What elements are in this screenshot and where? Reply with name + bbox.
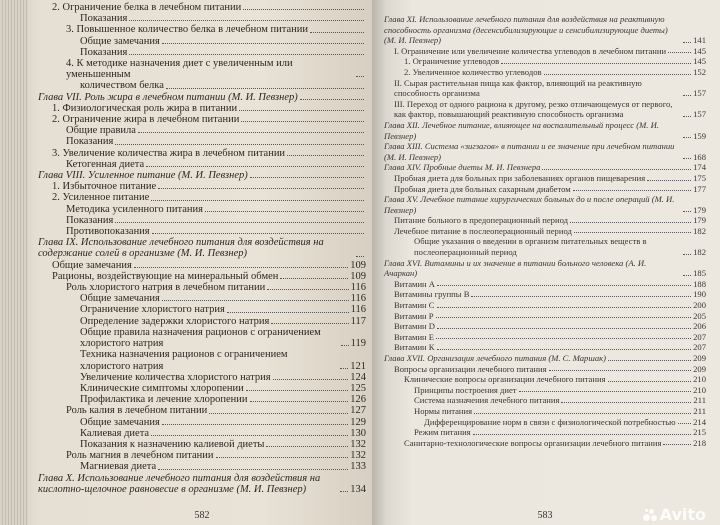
entry-page-number: 182 <box>693 225 706 236</box>
entry-page-number: 109 <box>350 270 366 282</box>
toc-entry <box>384 438 706 449</box>
entry-page-number: 210 <box>693 374 706 385</box>
leader-dots <box>287 148 364 156</box>
entry-page-number: 116 <box>350 282 366 294</box>
leader-dots <box>683 258 691 276</box>
entry-page-number: 214 <box>693 416 706 427</box>
entry-title: 2. Ограничение белка в лечебном питании <box>52 2 242 13</box>
toc-entry <box>384 236 706 257</box>
entry-title: Глава XVII. Организация лечебного питания (М. С. Маршак) <box>384 353 607 363</box>
leader-dots <box>162 417 348 425</box>
entry-title: Методика усиленного питания <box>66 203 203 215</box>
entry-title: 4. К методике назначения диет с увеличенным или уменьшенным <box>66 58 293 81</box>
toc-entry <box>384 406 706 417</box>
toc-chapter-entry <box>384 258 706 279</box>
entry-title: Клинические симптомы хлоропении <box>80 382 244 394</box>
leader-dots <box>115 136 364 144</box>
toc-entry <box>384 374 706 385</box>
entry-title: Роль калия в лечебном питании <box>66 405 208 417</box>
toc-entry <box>384 395 706 406</box>
leader-dots <box>158 181 364 189</box>
entry-title: Определение задержки хлористого натрия <box>80 315 270 327</box>
entry-title: Ограничение хлористого натрия <box>80 304 225 316</box>
entry-page-number: 209 <box>693 363 706 374</box>
toc-entry <box>384 342 706 353</box>
entry-title: Витамин А <box>394 278 435 289</box>
entry-page-number: 182 <box>693 247 706 258</box>
toc-entry <box>384 332 706 343</box>
entry-title: I. Ограничение или увеличение количества углеводов в лечебном питании <box>394 45 667 56</box>
toc-entry <box>384 99 706 120</box>
entry-title: Общие замечания <box>80 35 160 47</box>
toc-entry <box>38 36 366 47</box>
toc-chapter-entry <box>38 170 366 181</box>
entry-title: 3. Увеличение количества жира в лечебном питании <box>52 147 286 159</box>
entry-page-number: 179 <box>693 204 706 215</box>
toc-entry <box>384 184 706 195</box>
toc-chapter-entry <box>384 141 706 162</box>
toc-entry <box>38 2 366 13</box>
leader-dots <box>544 67 692 75</box>
toc-entry <box>384 321 706 332</box>
toc-entry <box>38 58 366 80</box>
entry-page-number: 132 <box>350 438 366 450</box>
toc-chapter-entry <box>38 473 366 495</box>
entry-title: Калиевая диета <box>80 427 150 439</box>
entry-page-number: 207 <box>693 331 706 342</box>
toc-entry <box>38 13 366 24</box>
entry-title: Увеличение количества хлористого натрия <box>80 371 271 383</box>
leader-dots <box>151 428 348 436</box>
leader-dots <box>608 374 692 382</box>
toc-entry <box>384 56 706 67</box>
left-page-footer <box>38 505 366 525</box>
leader-dots <box>678 417 692 425</box>
entry-page-number: 152 <box>693 66 706 77</box>
entry-page-number: 133 <box>350 461 366 473</box>
leader-dots <box>250 394 349 402</box>
leader-dots <box>436 311 692 319</box>
leader-dots <box>683 78 691 96</box>
entry-page-number: 124 <box>350 371 366 383</box>
entry-page-number: 211 <box>693 405 706 416</box>
right-page-footer <box>384 505 706 525</box>
toc-entry <box>384 226 706 237</box>
toc-entry <box>38 148 366 159</box>
avito-watermark <box>643 505 706 525</box>
leader-dots <box>115 215 364 223</box>
toc-entry <box>384 215 706 226</box>
entry-title: III. Переход от одного рациона к другому, резко отличающемуся от первого, как фактор, повышающий реактивную способность организма <box>394 98 673 120</box>
leader-dots <box>663 438 691 446</box>
entry-page-number: 168 <box>693 151 706 162</box>
entry-page-number: 157 <box>693 88 706 99</box>
toc-entry <box>384 289 706 300</box>
toc-entry <box>38 439 366 450</box>
leader-dots <box>683 194 691 212</box>
toc-chapter-entry <box>384 353 706 364</box>
leader-dots <box>267 282 348 290</box>
leader-dots <box>437 342 692 350</box>
toc-entry <box>38 271 366 282</box>
entry-title: 1. Избыточное питание <box>52 181 157 193</box>
toc-chapter-entry <box>384 162 706 173</box>
entry-title: Глава XV. Лечебное питание хирургических больных до и после операций (М. И. Певзнер) <box>384 194 675 215</box>
entry-title: Профилактика и лечение хлоропении <box>80 394 248 406</box>
toc-left <box>38 2 366 495</box>
entry-title: Общие замечания <box>80 416 160 428</box>
entry-title: 2. Ограничение жира в лечебном питании <box>52 114 240 126</box>
entry-page-number: 177 <box>693 183 706 194</box>
entry-page-number: 121 <box>350 360 366 372</box>
entry-page-number: 206 <box>693 321 706 332</box>
toc-entry <box>38 159 366 170</box>
entry-page-number: 141 <box>693 35 706 46</box>
entry-title: Глава XII. Лечебное питание, влияющее на воспалительный процесс (М. И. Певзнер) <box>384 119 659 141</box>
leader-dots <box>162 293 349 301</box>
entry-title: Показания <box>66 214 114 226</box>
entry-title: Техника назначения рационов с ограничением хлористого натрия <box>80 349 288 372</box>
entry-page-number: 116 <box>350 304 366 316</box>
leader-dots <box>683 141 691 159</box>
toc-entry <box>38 215 366 226</box>
entry-page-number: 210 <box>693 384 706 395</box>
toc-entry <box>38 327 366 349</box>
entry-page-number: 207 <box>693 342 706 353</box>
toc-entry <box>38 260 366 271</box>
leader-dots <box>573 184 691 192</box>
entry-page-number: 116 <box>350 293 366 305</box>
leader-dots <box>570 215 691 223</box>
leader-dots <box>437 279 691 287</box>
leader-dots <box>356 58 364 77</box>
entry-title: Витамин С <box>394 300 435 311</box>
toc-entry <box>384 385 706 396</box>
toc-entry <box>38 204 366 215</box>
leader-dots <box>683 99 691 117</box>
entry-title: Общие правила назначения рационов с ограничением хлористого натрия <box>80 326 321 350</box>
leader-dots <box>166 80 364 88</box>
entry-title: Роль хлористого натрия в лечебном питании <box>66 282 266 294</box>
leader-dots <box>246 383 349 391</box>
leader-dots <box>271 316 348 324</box>
toc-chapter-entry <box>384 194 706 215</box>
leader-dots <box>683 14 691 43</box>
toc-entry <box>384 417 706 428</box>
toc-entry <box>38 450 366 461</box>
leader-dots <box>227 304 349 312</box>
entry-page-number: 145 <box>693 56 706 67</box>
toc-entry <box>38 24 366 35</box>
entry-page-number: 127 <box>350 405 366 417</box>
toc-entry <box>38 192 366 203</box>
entry-title: Дифференцирование норм в связи с физиологической потребностью <box>424 416 676 427</box>
toc-entry <box>38 304 366 315</box>
entry-title: Глава XI. Использование лечебного питания для воздействия на реактивную способность организма (десенсибилизирующие и сенсибилизирующие диеты) (М. И. Певзнер) <box>384 14 668 46</box>
leader-dots <box>501 56 691 64</box>
leader-dots <box>129 47 364 55</box>
entry-title: 1. Физиологическая роль жира в питании <box>52 102 238 114</box>
leader-dots <box>340 349 348 368</box>
leader-dots <box>437 321 691 329</box>
entry-page-number: 209 <box>693 353 706 363</box>
entry-title: Общие указания о введении в организм питательных веществ в послеоперационный период <box>414 236 647 258</box>
leader-dots <box>239 103 364 111</box>
entry-page-number: 134 <box>350 483 366 495</box>
toc-entry <box>384 78 706 99</box>
entry-title: Санитарно-технологические вопросы организации лечебного питания <box>404 437 662 448</box>
toc-chapter-entry <box>38 92 366 103</box>
toc-entry <box>38 349 366 371</box>
entry-title: Витамин D <box>394 321 435 332</box>
entry-title: Витамин Е <box>394 331 435 342</box>
entry-title: Противопоказания <box>66 226 150 238</box>
entry-title: Клинические вопросы организации лечебного питания <box>404 374 606 385</box>
page-number-left: 582 <box>194 509 210 521</box>
toc-entry <box>384 300 706 311</box>
leader-dots <box>574 226 691 234</box>
leader-dots <box>474 406 691 414</box>
entry-page-number: 159 <box>693 130 706 141</box>
leader-dots <box>162 36 364 44</box>
toc-entry <box>38 372 366 383</box>
entry-title: Витамин К <box>394 342 435 353</box>
entry-page-number: 174 <box>693 162 706 173</box>
entry-title: Показания <box>80 46 128 58</box>
toc-entry <box>38 293 366 304</box>
entry-title: Глава VIII. Усиленное питание (М. И. Певзнер) <box>38 170 248 182</box>
entry-page-number: 126 <box>350 394 366 406</box>
leader-dots <box>266 439 348 447</box>
leader-dots <box>436 332 691 340</box>
toc-entry <box>384 279 706 290</box>
leader-dots <box>473 427 691 435</box>
entry-title: Глава XIV. Пробные диеты М. И. Певзнера <box>384 162 541 173</box>
toc-entry <box>38 428 366 439</box>
entry-title: Нормы питания <box>414 405 473 416</box>
toc-entry <box>38 47 366 58</box>
entry-page-number: 132 <box>350 450 366 462</box>
entry-page-number: 200 <box>693 300 706 311</box>
toc-entry <box>38 461 366 472</box>
entry-title: 1. Ограничение углеводов <box>404 56 500 67</box>
toc-entry <box>38 417 366 428</box>
entry-title: Питание больного в предоперационный период <box>394 215 568 226</box>
entry-title: Режим питания <box>414 427 471 438</box>
entry-title: Пробная диета для больных сахарным диабетом <box>394 183 571 194</box>
entry-page-number: 129 <box>350 416 366 428</box>
page-edges <box>0 0 28 525</box>
leader-dots <box>561 395 691 403</box>
entry-page-number: 211 <box>693 395 706 406</box>
toc-entry <box>38 226 366 237</box>
entry-title: Глава XVI. Витамины и их значение в питании больного человека (А. И. Ачаркан) <box>384 257 647 279</box>
entry-title: Глава X. Использование лечебного питания для воздействия на кислотно-щелочное равновесие в организме (М. И. Певзнер) <box>38 472 321 495</box>
entry-page-number: 130 <box>350 427 366 439</box>
entry-title: II. Сырая растительная пища как фактор, влияющий на реактивную способность организма <box>394 77 642 99</box>
toc-entry <box>384 427 706 438</box>
entry-title: Витамин Р <box>394 310 434 321</box>
leader-dots <box>273 372 349 380</box>
toc-entry <box>38 383 366 394</box>
entry-title: Глава XIII. Система «зигзагов» в питании и ее значение при лечебном питании (М. И. Певзнер) <box>384 141 675 162</box>
leader-dots <box>146 159 364 167</box>
leader-dots <box>340 473 348 492</box>
leader-dots <box>216 450 349 458</box>
entry-title: 2. Увеличенное количество углеводов <box>404 66 542 77</box>
entry-title: Общие правила <box>66 125 136 137</box>
entry-title: Глава IX. Использование лечебного питания для воздействия на содержание солей в организме (М. И. Певзнер) <box>38 237 324 260</box>
right-page <box>372 0 720 525</box>
entry-page-number: 175 <box>693 172 706 183</box>
entry-page-number: 109 <box>350 259 366 271</box>
toc-entry <box>38 136 366 147</box>
entry-title: Общие замечания <box>52 259 132 271</box>
leader-dots <box>134 260 348 268</box>
leader-dots <box>205 204 364 212</box>
leader-dots <box>129 13 364 21</box>
toc-entry <box>38 125 366 136</box>
entry-page-number: 218 <box>693 437 706 448</box>
entry-page-number: 190 <box>693 289 706 300</box>
toc-entry <box>384 311 706 322</box>
leader-dots <box>549 364 692 372</box>
entry-title: Показания к назначению калиевой диеты <box>80 438 265 450</box>
toc-right <box>384 14 706 448</box>
entry-page-number: 125 <box>350 382 366 394</box>
toc-entry <box>38 80 366 91</box>
entry-title: Глава VII. Роль жира в лечебном питании (М. И. Певзнер) <box>38 91 298 103</box>
entry-page-number: 185 <box>693 268 706 279</box>
leader-dots <box>280 271 348 279</box>
leader-dots <box>608 353 691 361</box>
leader-dots <box>241 114 364 122</box>
toc-entry <box>384 67 706 78</box>
toc-entry <box>38 114 366 125</box>
entry-title: Принципы построения диет <box>414 384 517 395</box>
leader-dots <box>250 170 364 178</box>
watermark-text: Avito <box>659 505 706 524</box>
leader-dots <box>437 300 692 308</box>
entry-title: количеством белка <box>80 80 164 92</box>
entry-page-number: 117 <box>350 315 366 327</box>
leader-dots <box>158 461 348 469</box>
leader-dots <box>138 125 364 133</box>
page-number-right: 583 <box>537 509 553 521</box>
entry-title: Кетогенная диета <box>66 158 145 170</box>
entry-title: Общие замечания <box>80 293 160 305</box>
entry-title: Лечебное питание в послеоперационный период <box>394 225 572 236</box>
leader-dots <box>519 385 692 393</box>
leader-dots <box>683 236 691 254</box>
leader-dots <box>356 237 364 256</box>
entry-title: Витамины группы В <box>394 289 470 300</box>
entry-title: Магниевая диета <box>80 461 157 473</box>
leader-dots <box>151 192 364 200</box>
toc-entry <box>38 282 366 293</box>
leader-dots <box>341 327 349 346</box>
entry-title: 2. Усиленное питание <box>52 192 150 204</box>
entry-title: Пробная диета для больных при заболеваниях органов пищеварения <box>394 172 646 183</box>
leader-dots <box>668 46 691 54</box>
toc-entry <box>384 173 706 184</box>
toc-entry <box>38 103 366 114</box>
leader-dots <box>647 173 691 181</box>
entry-title: Система назначения лечебного питания <box>414 395 560 406</box>
toc-entry <box>38 316 366 327</box>
entry-page-number: 215 <box>693 427 706 438</box>
entry-page-number: 188 <box>693 278 706 289</box>
toc-entry <box>384 364 706 375</box>
toc-entry <box>38 405 366 416</box>
toc-entry <box>38 394 366 405</box>
toc-chapter-entry <box>384 120 706 141</box>
leader-dots <box>300 92 364 100</box>
leader-dots <box>152 226 364 234</box>
entry-page-number: 119 <box>350 338 366 350</box>
leader-dots <box>471 289 691 297</box>
entry-title: Роль магния в лечебном питании <box>66 450 214 462</box>
toc-chapter-entry <box>38 237 366 259</box>
avito-logo-icon <box>643 508 657 522</box>
entry-title: 3. Повышенное количество белка в лечебном питании <box>66 24 308 36</box>
toc-entry <box>38 181 366 192</box>
entry-title: Рационы, воздействующие на минеральный обмен <box>52 270 279 282</box>
leader-dots <box>542 162 691 170</box>
entry-page-number: 157 <box>693 109 706 120</box>
leader-dots <box>310 24 364 32</box>
leader-dots <box>243 2 364 10</box>
leader-dots <box>683 120 691 138</box>
entry-title: Вопросы организации лечебного питания <box>394 363 547 374</box>
toc-entry <box>384 46 706 57</box>
entry-title: Показания <box>66 136 114 148</box>
entry-page-number: 179 <box>693 215 706 226</box>
entry-page-number: 205 <box>693 310 706 321</box>
leader-dots <box>209 405 348 413</box>
toc-chapter-entry <box>384 14 706 46</box>
entry-title: Показания <box>80 13 128 25</box>
entry-page-number: 145 <box>693 45 706 56</box>
